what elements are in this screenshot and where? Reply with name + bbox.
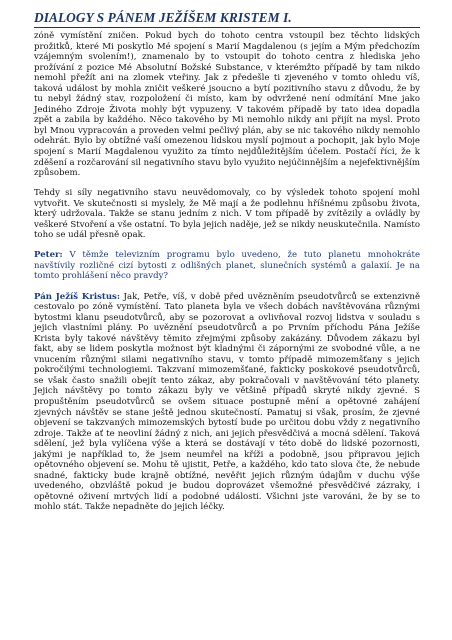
paragraph-text: V těmže televizním programu bylo uvedeno, že tuto planetu mnohokráte navštívily rozličné cizí bytosti z odlišných planet, slunečních systémů a galaxií. Je na tomto prohlášení něco pravdy? (34, 250, 421, 282)
speaker-label: Pán Ježíš Kristus: (34, 291, 121, 302)
paragraph (34, 188, 420, 241)
paragraph-peter (34, 250, 420, 282)
speaker-label: Peter: (34, 250, 63, 261)
paragraph-text: zóně vymístění zničen. Pokud bych do tohoto centra vstoupil bez těchto lidských prožitků, které Mi poskytlo Mé spojení s Marií Magdalenou (s jejím a Mým předchozím vzájemným svolením!), znamenalo by to vstoupit do tohoto centra z hlediska jeho prožívání z pozice Mé Absolutní Božské Substance, v kterémžto případě by tam nikdo nemohl přežít ani na zlomek vteřiny. Jak z předešle ti zjeveného v tomto ohledu víš, taková událost by mohla zničit veškeré jsoucno a bytí pozitivního stavu z důvodu, že by tu nebyl žádný stav, rozpoložení či místo, kam by odvržené není odmítání Mne jako Jediného Zdroje Života mohly být vypuzeny. V takovém případě by tato idea dopadla zpět a zabila by každého. Něco takového by Mi nemohlo nikdy ani přijít na mysl. Proto byl Mnou vypracován a proveden velmi pečlivý plán, aby se nic takového nikdy nemohlo odehrát. Bylo by obtížné vaší omezenou lidskou myslí pojmout a pochopit, jak bylo Moje spojení s Marií Magdalenou využito za tímto nejdůležitějším účelem. Postačí říci, že k zděšení a rozčarování sil negativního stavu bylo využito nejúčinnějším a nejefektivnějším způsobem. (34, 31, 420, 179)
paragraph (34, 31, 420, 179)
paragraph-text: Jak, Petře, víš, v době před uvězněním pseudotvůrců se extenzivně cestovalo po zóně vymístění. Tato planeta byla ve všech dobách navštěvována různými bytostmi klanu pseudotvůrců, aby se pozorovat a ovlivňoval rozvoj lidstva v souladu s jejich vlastními plány. Po uvěznění pseudotvůrců a po Prvním příchodu Pána Ježíše Krista byly takové návštěvy těmito zřejmými způsoby zakázány. Důvodem zákazu byl fakt, aby se lidem poskytla možnost být kladnými či zápornými ze svobodné vůle, a ne vnucením různými silami negativního stavu, v tomto případě mimozemšťany s jejich pokročilými technologiemi. Takzvaní mimozemšťané, fakticky poskokové pseudotvůrců, se však často snažili obejít tento zákaz, aby pokračovali v navštěvování této planety. Jejich návštěvy po tomto zákazu byly ve většině případů skryté nikdy zjevné. S propuštěním pseudotvůrců se ovšem situace postupně mění a opětovné zahájení zjevných návštěv se stane ještě jednou skutečností. Pamatuj si však, prosím, že zjevné objevení se takzvaných mimozemských bytostí bude po určitou dobu vždy z negativního zdroje. Takže ať te neovliní žádný z nich, ani jejich přesvědčivá a mocná sdělení. Taková sdělení, jež byla vylíčena výše a která se dostávají v této době do lidské pozornosti, jakými je například to, že jsem neumřel na kříži a podobně, jsou připravou jejich opětovného objevení se. Mohu tě ujistit, Petře, a každého, kdo tato slova čte, že nebude snadné, fakticky bude krajně obtížné, nevěřit jejich různým údajům v duchu výše uvedeného, obzvláště pokud je budou doprovázet všemožné přesvědčivé zázraky, i opětovné oživení mrtvých lidí a podobné události. Všichni jste varováni, že by se to mohlo stát. Takže nepadněte do jejich léčky. (34, 291, 420, 513)
running-head: DIALOGY S PÁNEM JEŽÍŠEM KRISTEM I. (34, 10, 292, 25)
header-rule (34, 27, 420, 28)
paragraph-text: Tehdy si síly negativního stavu neuvědomovaly, co by výsledek tohoto spojení mohl vytvořit. Ve skutečnosti si myslely, že Mě mají a že podlehnu hříšnému způsobu života, který udržovala. Takže se stanu jedním z nich. V tom případě by zvítězily a ovládly by veškeré Stvoření a vše ostatní. To byla jejich naděje, jež se nikdy neuskutečnila. Namísto toho se udál přesně opak. (34, 188, 420, 241)
paragraph-jesus (34, 292, 420, 513)
